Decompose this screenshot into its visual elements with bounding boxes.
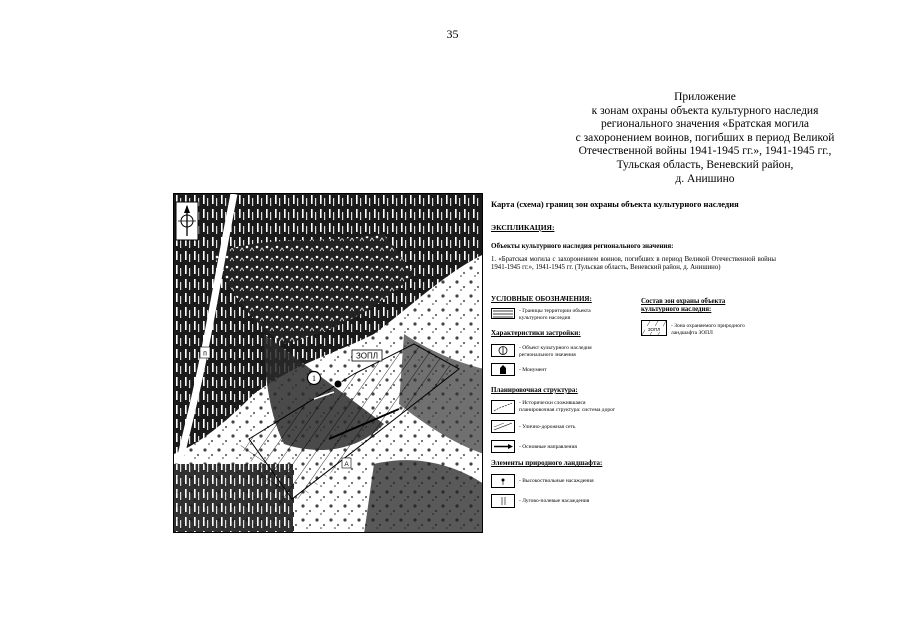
map-legend	[491, 197, 786, 533]
page-number: 35	[446, 27, 459, 41]
appendix-line: с захоронением воинов, погибших в период Великой	[575, 131, 835, 144]
main-directions-symbol	[491, 440, 515, 453]
legend-title: Карта (схема) границ зон охраны объекта культурного наследия	[491, 199, 739, 209]
monument-marker	[334, 380, 342, 388]
historic-roads-label: - Исторически сложившаяся планировочная структура: система дорог	[519, 400, 616, 413]
meadow-label: - Лугово-полевые насаждения	[519, 498, 590, 504]
aerial-map	[173, 193, 483, 533]
objects-heading: Объекты культурного наследия регионального значения:	[491, 242, 674, 250]
appendix-line: к зонам охраны объекта культурного наследия	[591, 104, 819, 117]
zone-symbol-text: ЗОПЛ	[647, 327, 661, 332]
road-network-label: - Улично-дорожная сеть	[519, 424, 576, 430]
tall-trees-symbol	[491, 474, 515, 488]
map-sheet	[173, 193, 788, 533]
road-network-symbol	[491, 420, 515, 433]
appendix-heading	[545, 91, 865, 186]
symbols-heading: УСЛОВНЫЕ ОБОЗНАЧЕНИЯ:	[491, 295, 592, 303]
meadow-symbol	[491, 494, 515, 508]
appendix-line: Отечественной войны 1941-1945 гг.», 1941-1945 гг.,	[578, 145, 832, 158]
cultural-object-label: - Объект культурного наследия регионального значения	[519, 345, 592, 358]
historic-roads-symbol	[491, 400, 515, 414]
territory-boundary-label: - Границы территории объекта культурного наследия	[519, 308, 591, 321]
tall-trees-label: - Высокоствольные насаждения	[519, 478, 594, 484]
zone-label: ЗОПЛ	[356, 351, 378, 361]
map-bottom-label: А	[344, 461, 349, 468]
planning-heading: Планировочная структура:	[491, 386, 578, 394]
explication-heading: ЭКСПЛИКАЦИЯ:	[491, 223, 555, 232]
territory-boundary-symbol	[491, 308, 515, 319]
cultural-object-symbol	[491, 344, 515, 357]
zone-item-label: - Зона охраняемого природного ландшафта ЗОПЛ	[671, 323, 745, 336]
landscape-heading: Элементы природного ландшафта:	[491, 459, 603, 467]
object-marker-number: 1	[312, 374, 316, 383]
object-description: 1. «Братская могила с захоронением воинов, погибших в период Великой Отечественной войны 1941-1945 гг.», 1941-1945 гг. (Тульская область, Веневский район, д. Анишино)	[491, 256, 776, 271]
appendix-line: Приложение	[674, 91, 736, 103]
map-side-label: п	[203, 350, 207, 358]
appendix-line: Тульская область, Веневский район,	[616, 158, 794, 171]
building-heading: Характеристики застройки:	[491, 329, 581, 337]
zone-symbol	[641, 320, 667, 336]
zones-heading: Состав зон охраны объекта культурного наследия:	[641, 298, 726, 313]
appendix-line: регионального значения «Братская могила	[600, 118, 810, 131]
monument-symbol	[491, 363, 515, 376]
appendix-line: д. Анишино	[675, 172, 735, 185]
monument-label: - Монумент	[519, 367, 547, 373]
map-graphic	[174, 194, 483, 533]
main-directions-label: - Основные направления	[519, 444, 577, 450]
